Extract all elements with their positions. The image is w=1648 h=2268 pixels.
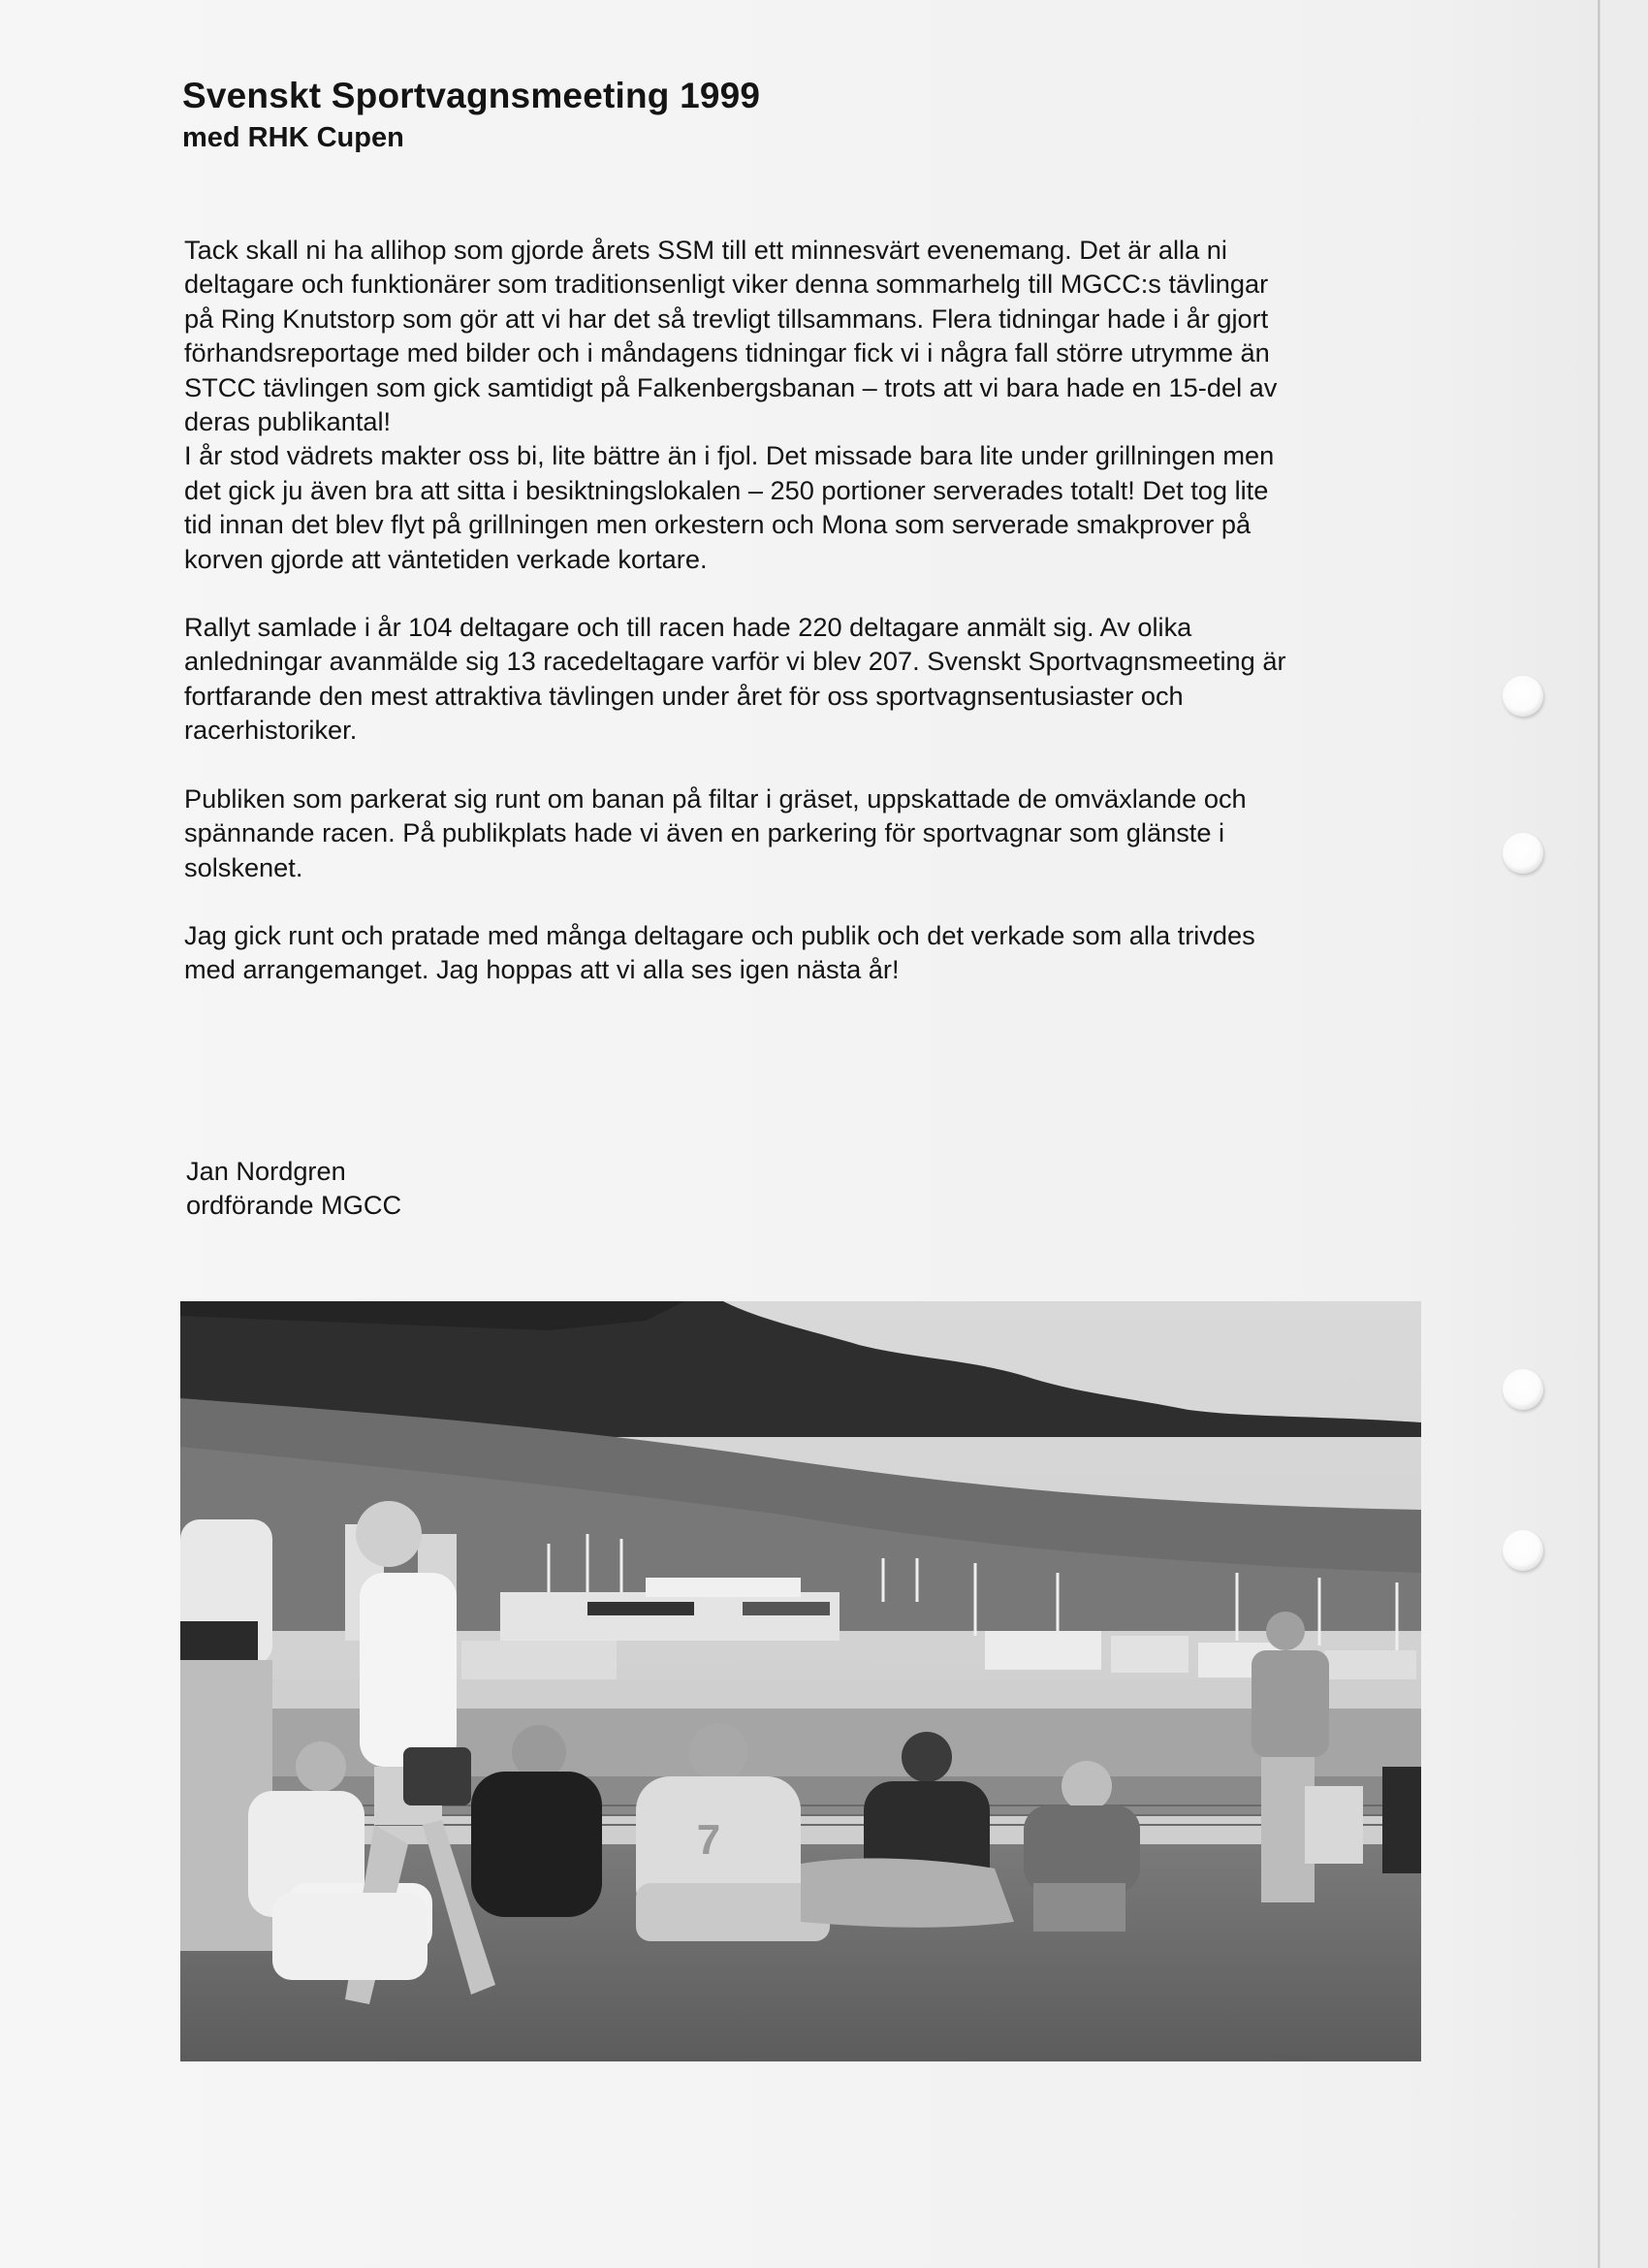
paragraph-line: Jag gick runt och pratade med många deltagare och publik och det verkade som alla trivdes — [184, 919, 1255, 950]
paragraph-line: på Ring Knutstorp som gör att vi har det så trevligt tillsammans. Flera tidningar hade i år gjort — [184, 303, 1269, 334]
paragraph-line: spännande racen. På publikplats hade vi även en parkering för sportvagnar som glänste i — [184, 817, 1225, 848]
paragraph-line: fortfarande den mest attraktiva tävlingen under året för oss sportvagnsentusiaster och — [184, 680, 1184, 711]
paragraph-line: anledningar avanmälde sig 13 racedeltagare varför vi blev 207. Svenskt Sportvagnsmeeting är — [184, 646, 1286, 677]
signature-name: Jan Nordgren — [186, 1156, 346, 1186]
article-paragraph — [184, 233, 1474, 576]
binder-hole-icon — [1503, 676, 1543, 717]
paragraph-line: solskenet. — [184, 851, 303, 882]
paragraph-line: STCC tävlingen som gick samtidigt på Falkenbergsbanan – trots att vi bara hade en 15-del av — [184, 371, 1278, 402]
binder-hole-icon — [1503, 1530, 1543, 1571]
paragraph-line: tid innan det blev flyt på grillningen men orkestern och Mona som serverade smakprover på — [184, 509, 1252, 540]
paragraph-line: deltagare och funktionärer som traditionsenligt viker denna sommarhelg till MGCC:s tävlingar — [184, 269, 1269, 300]
article-title: Svenskt Sportvagnsmeeting 1999 — [182, 76, 761, 115]
page-edge-strip — [1600, 0, 1648, 2268]
race-spectators-photo — [180, 1301, 1421, 2061]
signature-block — [186, 1154, 401, 1223]
shirt-number: 7 — [696, 1816, 721, 1864]
article-paragraph — [184, 782, 1474, 884]
paragraph-line: förhandsreportage med bilder och i måndagens tidningar fick vi i några fall större utrymme än — [184, 337, 1270, 368]
paragraph-line: Publiken som parkerat sig runt om banan på filtar i gräset, uppskattade de omväxlande och — [184, 783, 1247, 814]
article-body — [184, 233, 1474, 1021]
paragraph-line: Rallyt samlade i år 104 deltagare och till racen hade 220 deltagare anmält sig. Av olika — [184, 612, 1192, 643]
signature-role: ordförande MGCC — [186, 1190, 402, 1221]
paragraph-line: deras publikantal! — [184, 406, 392, 437]
binder-hole-icon — [1503, 833, 1543, 874]
paragraph-line: med arrangemanget. Jag hoppas att vi alla ses igen nästa år! — [184, 954, 900, 985]
article-subtitle: med RHK Cupen — [182, 122, 404, 153]
paragraph-line: Tack skall ni ha allihop som gjorde årets SSM till ett minnesvärt evenemang. Det är alla ni — [184, 235, 1227, 265]
binder-hole-icon — [1503, 1369, 1543, 1410]
paragraph-line: det gick ju även bra att sitta i besiktningslokalen – 250 portioner serverades totalt! Det tog lite — [184, 474, 1269, 505]
article-paragraph — [184, 918, 1474, 987]
paragraph-line: korven gjorde att väntetiden verkade kortare. — [184, 543, 708, 574]
paragraph-line: racerhistoriker. — [184, 715, 358, 746]
article-paragraph — [184, 610, 1474, 748]
paragraph-line: I år stod vädrets makter oss bi, lite bättre än i fjol. Det missade bara lite under grillningen men — [184, 440, 1275, 471]
